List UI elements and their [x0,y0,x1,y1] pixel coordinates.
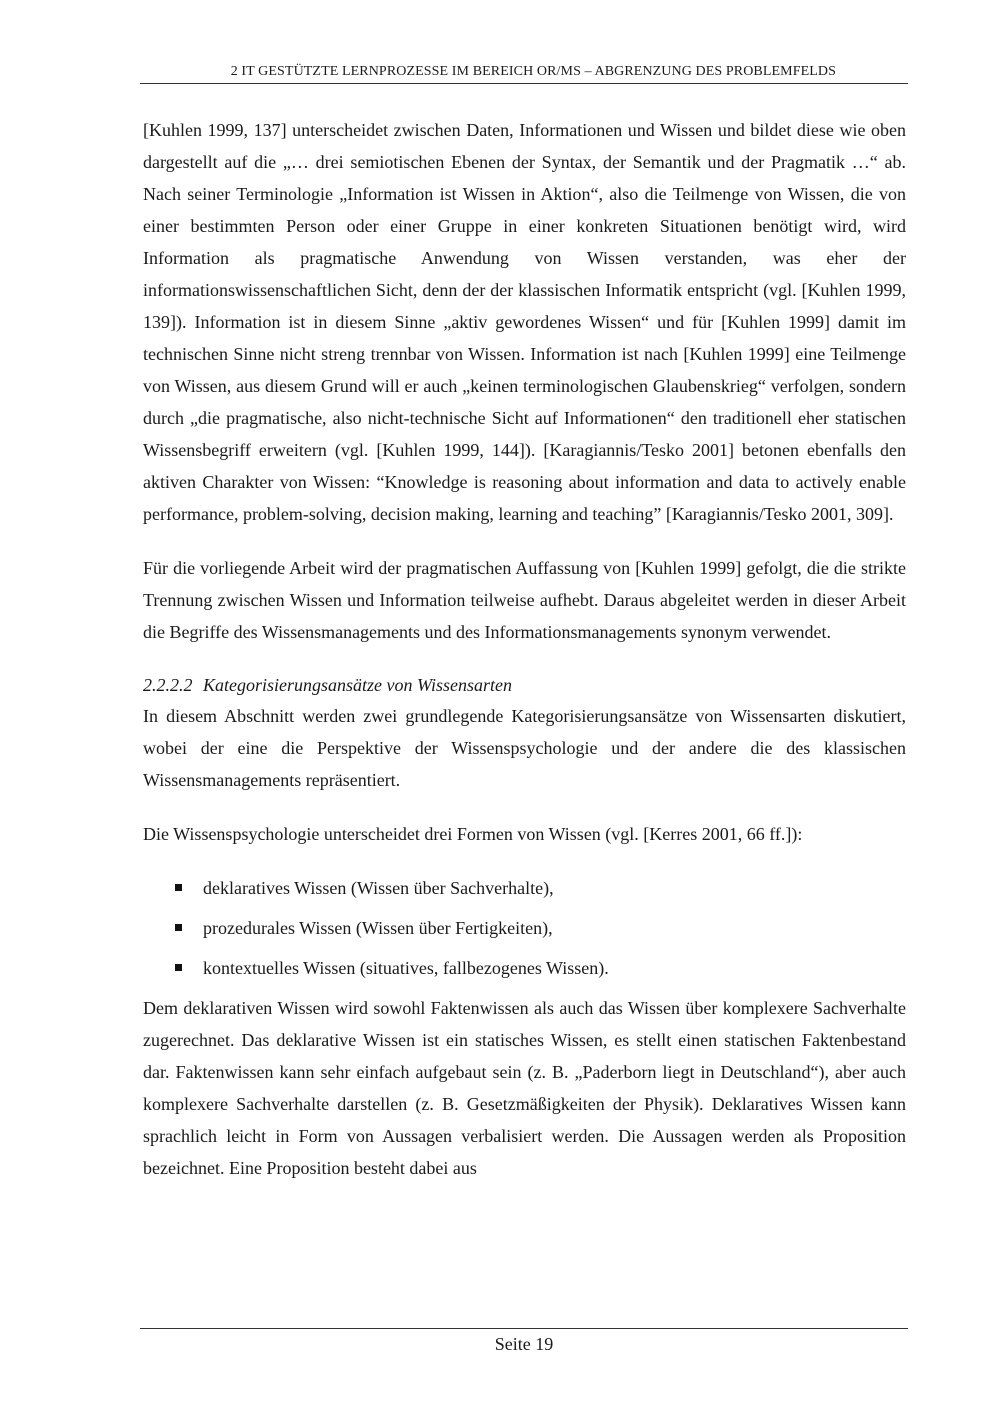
list-item [143,912,906,944]
list-item-text: prozedurales Wissen (Wissen über Fertigkeiten), [203,918,553,938]
bullet-list [143,872,906,984]
list-item-text: deklaratives Wissen (Wissen über Sachverhalte), [203,878,554,898]
body-paragraph: Für die vorliegende Arbeit wird der pragmatischen Auffassung von [Kuhlen 1999] gefolgt, die die strikte Trennung zwischen Wissen und Information teilweise aufhebt. Daraus abgeleitet werden in dieser Arbeit die Begriffe des Wissensmanagements und des Informationsmanagements synonym verwendet. [143,558,906,642]
page-number: Seite 19 [494,1334,554,1354]
body-paragraph: [Kuhlen 1999, 137] unterscheidet zwischen Daten, Informationen und Wissen und bildet diese wie oben dargestellt auf die „… drei semiotischen Ebenen der Syntax, der Semantik und der Pragmatik …“ ab. Nach seiner Terminologie „Information ist Wissen in Aktion“, also die Teilmenge von Wissen, die von einer bestimmten Person oder einer Gruppe in einer konkreten Situationen benötigt wird, wird Information als pragmatische Anwendung von Wissen verstanden, was eher der informationswissenschaftlichen Sicht, denn der der klassischen Informatik entspricht (vgl. [Kuhlen 1999, 139]). Information ist in diesem Sinne „aktiv gewordenes Wissen“ und für [Kuhlen 1999] damit im technischen Sinne nicht streng trennbar von Wissen. Information ist nach [Kuhlen 1999] eine Teilmenge von Wissen, aus diesem Grund will er auch „keinen terminologischen Glaubenskrieg“ verfolgen, sondern durch „die pragmatische, also nicht-technische Sicht auf Informationen“ den traditionell eher statischen Wissensbegriff erweitern (vgl. [Kuhlen 1999, 144]). [Karagiannis/Tesko 2001] betonen ebenfalls den aktiven Charakter von Wissen: “Knowledge is reasoning about information and data to actively enable performance, problem-solving, decision making, learning and teaching” [Karagiannis/Tesko 2001, 309]. [143,120,906,524]
body-paragraph: In diesem Abschnitt werden zwei grundlegende Kategorisierungsansätze von Wissensarten diskutiert, wobei der eine die Perspektive der Wissenspsychologie und der andere die des klassischen Wissensmanagements repräsentiert. [143,706,906,790]
square-bullet-icon [175,924,182,931]
body-paragraph: Dem deklarativen Wissen wird sowohl Faktenwissen als auch das Wissen über komplexere Sachverhalte zugerechnet. Das deklarative Wissen ist ein statisches Wissen, es stellt einen statischen Faktenbestand dar. Faktenwissen kann sehr einfach aufgebaut sein (z. B. „Paderborn liegt in Deutschland“), aber auch komplexere Sachverhalte darstellen (z. B. Gesetzmäßigkeiten der Physik). Deklaratives Wissen kann sprachlich leicht in Form von Aussagen verbalisiert werden. Die Aussagen werden als Proposition bezeichnet. Eine Proposition besteht dabei aus [143,998,906,1178]
list-item [143,872,906,904]
running-header: 2 IT GESTÜTZTE LERNPROZESSE IM BEREICH OR/MS – ABGRENZUNG DES PROBLEMFELDS [230,64,836,79]
square-bullet-icon [175,964,182,971]
section-title: Kategorisierungsansätze von Wissensarten [203,675,512,695]
body-paragraph: Die Wissenspsychologie unterscheidet drei Formen von Wissen (vgl. [Kerres 2001, 66 ff.]): [143,824,803,844]
section-number: 2.2.2.2 [143,675,193,695]
list-item-text: kontextuelles Wissen (situatives, fallbezogenes Wissen). [203,958,609,978]
footer-divider [140,1328,908,1329]
section-heading [143,670,906,700]
page-body [143,114,906,1206]
header-divider [140,83,908,84]
square-bullet-icon [175,884,182,891]
list-item [143,952,906,984]
